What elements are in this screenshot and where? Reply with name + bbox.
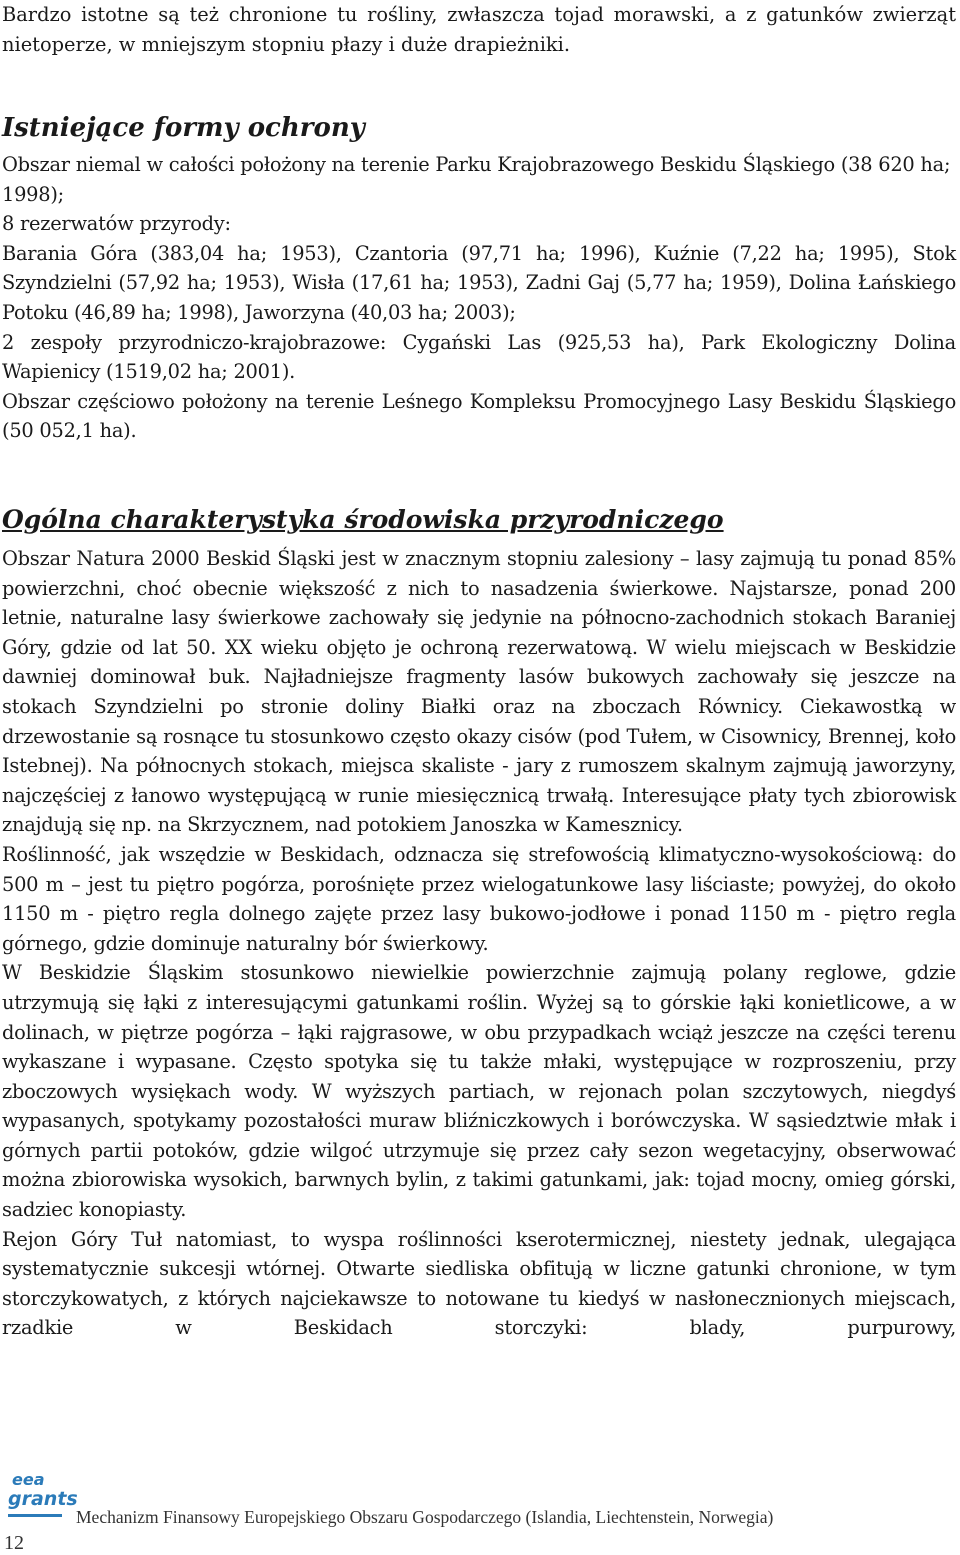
page-footer (0, 1460, 960, 1555)
protection-line: 2 zespoły przyrodniczo-krajobrazowe: Cygański Las (925,53 ha), Park Ekologiczny Dolina Wapienicy (1519,02 ha; 2001). (2, 330, 956, 384)
environment-paragraph: Rejon Góry Tuł natomiast, to wyspa roślinności kserotermicznej, niestety jednak, ulegająca systematycznie sukcesji wtórnej. Otwarte siedliska obfitują w liczne gatunki chronione, w tym storczykowatych, z których najciekawsze to notowane tu kiedyś w nasłonecznionych miejscach, rzadkie w Beskidach storczyki: blady, purpurowy, (2, 1227, 956, 1340)
environment-paragraph: Roślinność, jak wszędzie w Beskidach, odznacza się strefowością klimatyczno-wysokościową: do 500 m – jest tu piętro pogórza, porośnięte przez wielogatunkowe lasy liściaste; powyżej, do około 1150 m - piętro regla dolnego zajęte przez lasy bukowo-jodłowe i ponad 1150 m - piętro regla górnego, gdzie dominuje naturalny bór świerkowy. (2, 842, 956, 955)
footer-text: Mechanizm Finansowy Europejskiego Obszaru Gospodarczego (Islandia, Liechtenstein, Norwegia) (76, 1507, 774, 1527)
logo-underline (8, 1514, 62, 1517)
page-number: 12 (4, 1532, 24, 1554)
logo-text-eea: eea (12, 1470, 45, 1489)
intro-paragraph: Bardzo istotne są też chronione tu rośliny, zwłaszcza tojad morawski, a z gatunków zwierząt nietoperze, w mniejszym stopniu płazy i duże drapieżniki. (2, 3, 956, 56)
protection-line: 8 rezerwatów przyrody: (2, 212, 231, 236)
logo-text-grants: grants (8, 1488, 78, 1510)
section-heading-environment: Ogólna charakterystyka środowiska przyrodniczego (2, 505, 724, 534)
protection-line: Obszar niemal w całości położony na terenie Parku Krajobrazowego Beskidu Śląskiego (38 620 ha; 1998); (2, 153, 951, 206)
protection-block (2, 150, 956, 446)
section-heading-protection: Istniejące formy ochrony (2, 113, 365, 143)
protection-line: Obszar częściowo położony na terenie Leśnego Kompleksu Promocyjnego Lasy Beskidu Śląskiego (50 052,1 ha). (2, 389, 956, 443)
environment-paragraph: Obszar Natura 2000 Beskid Śląski jest w znacznym stopniu zalesiony – lasy zajmują tu ponad 85% powierzchni, choć obecnie większość z nich to nasadzenia świerkowe. Najstarsze, ponad 200 letnie, naturalne lasy świerkowe zachowały się jedynie na północno-zachodnich stokach Baraniej Góry, gdzie od lat 50. XX wieku objęto je ochroną rezerwatową. W wielu miejscach w Beskidzie dawniej dominował buk. Najładniejsze fragmenty lasów bukowych zachowały się jeszcze na stokach Szyndzielni po stronie doliny Białki oraz na zboczach Równicy. Ciekawostką w drzewostanie są rosnące tu stosunkowo często okazy cisów (pod Tułem, w Cisownicy, Brennej, koło Istebnej). Na północnych stokach, miejsca skaliste - jary z rumoszem skalnym zajmują jaworzyny, najczęściej z łanowo występującą w runie miesięcznicą trwałą. Interesujące płaty tych zbiorowisk znajdują się np. na Skrzycznem, nad potokiem Janoszka w Kamesznicy. (2, 547, 956, 837)
environment-block (2, 544, 956, 1343)
environment-paragraph: W Beskidzie Śląskim stosunkowo niewielkie powierzchnie zajmują polany reglowe, gdzie utrzymują się łąki z interesującymi gatunkami roślin. Wyżej są to górskie łąki konietlicowe, a w dolinach, w piętrze pogórza – łąki rajgrasowe, w obu przypadkach wciąż jeszcze na części terenu wykaszane i wypasane. Często spotyka się tu także młaki, występujące w rozproszeniu, przy zboczowych wysiękach wody. W wyższych partiach, w rejonach polan szczytowych, niegdyś wypasanych, spotykamy pozostałości muraw bliźniczkowych i borówczyska. W sąsiedztwie młak i górnych partii potoków, gdzie wilgoć utrzymuje się przez cały sezon wegetacyjny, obserwować można zbiorowiska wysokich, barwnych bylin, z takimi gatunkami, jak: tojad mocny, omieg górski, sadziec konopiasty. (2, 961, 956, 1222)
intro-block (2, 0, 956, 59)
eea-grants-logo (6, 1470, 78, 1520)
protection-line: Barania Góra (383,04 ha; 1953), Czantoria (97,71 ha; 1996), Kuźnie (7,22 ha; 1995), Stok Szyndzielni (57,92 ha; 1953), Wisła (17,61 ha; 1953), Zadni Gaj (5,77 ha; 1959), Dolina Łańskiego Potoku (46,89 ha; 1998), Jaworzyna (40,03 ha; 2003); (2, 241, 956, 324)
